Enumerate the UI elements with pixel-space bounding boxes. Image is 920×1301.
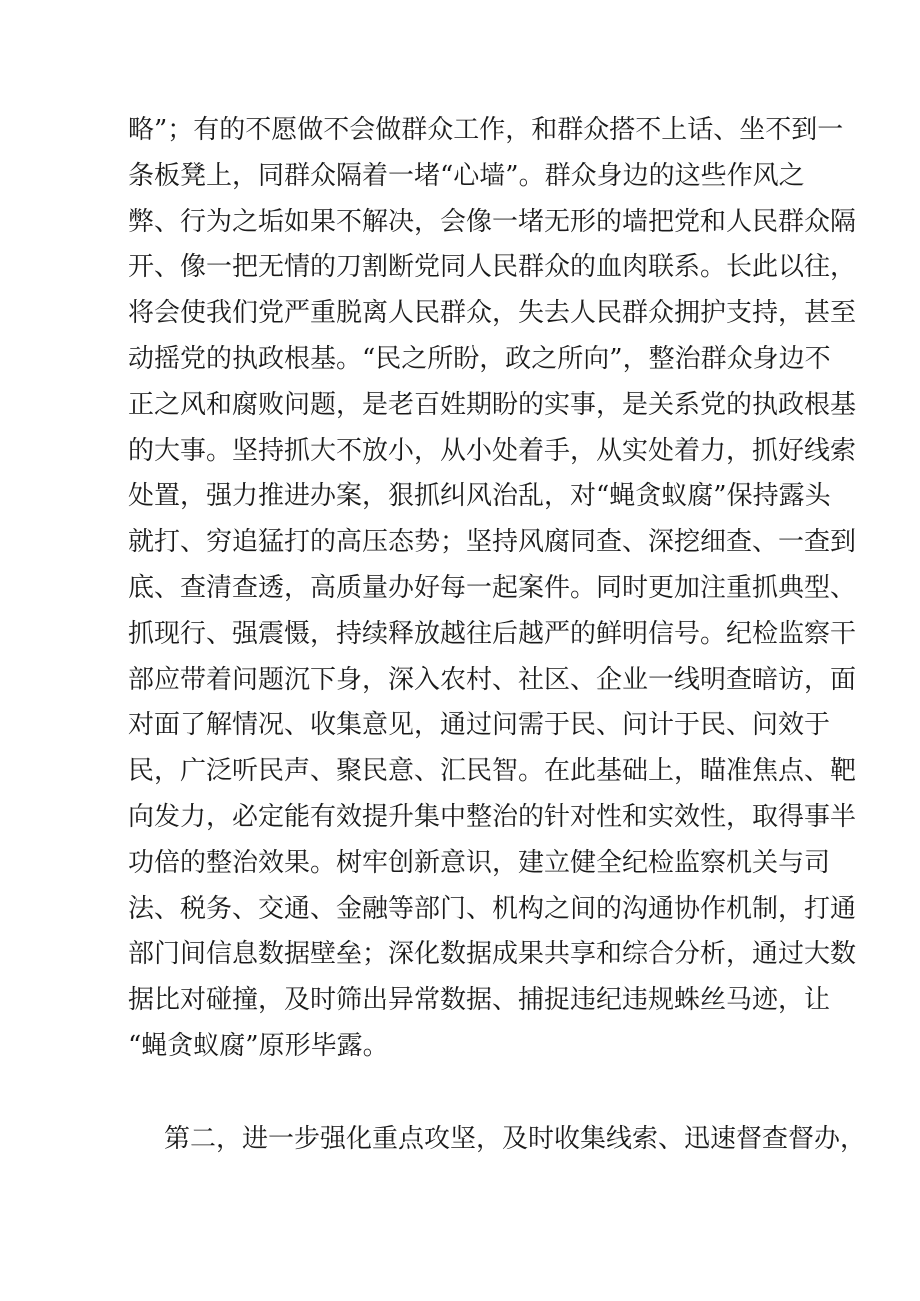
paragraph-line: 功倍的整治效果。树牢创新意识，建立健全纪检监察机关与司 <box>128 847 831 878</box>
paragraph-line: 就打、穷追猛打的高压态势；坚持风腐同查、深挖细查、一查到 <box>128 527 857 558</box>
paragraph-line: 动摇党的执政根基。“民之所盼，政之所向”，整治群众身边不 <box>128 343 831 374</box>
body-paragraph <box>128 108 857 1070</box>
paragraph-line: 第二，进一步强化重点攻坚，及时收集线索、迅速督查督办， <box>164 1124 867 1154</box>
paragraph-line: 部应带着问题沉下身，深入农村、社区、企业一线明查暗访，面 <box>128 664 857 695</box>
paragraph-line: 开、像一把无情的刀割断党同人民群众的血肉联系。长此以往， <box>128 252 857 283</box>
paragraph-line: 将会使我们党严重脱离人民群众，失去人民群众拥护支持，甚至 <box>128 298 857 329</box>
body-paragraph <box>128 1117 867 1163</box>
paragraph-line: 民，广泛听民声、聚民意、汇民智。在此基础上，瞄准焦点、靶 <box>128 756 857 787</box>
paragraph-line: 略”；有的不愿做不会做群众工作，和群众搭不上话、坐不到一 <box>128 115 844 145</box>
paragraph-line: 的大事。坚持抓大不放小，从小处着手，从实处着力，抓好线索 <box>128 435 857 466</box>
paragraph-line: “蝇贪蚁腐”原形毕露。 <box>128 1030 389 1061</box>
paragraph-line: 对面了解情况、收集意见，通过问需于民、问计于民、问效于 <box>128 710 831 741</box>
paragraph-line: 据比对碰撞，及时筛出异常数据、捕捉违纪违规蛛丝马迹，让 <box>128 985 831 1016</box>
paragraph-line: 抓现行、强震慑，持续释放越往后越严的鲜明信号。纪检监察干 <box>128 618 857 649</box>
paragraph-line: 向发力，必定能有效提升集中整治的针对性和实效性，取得事半 <box>128 801 857 832</box>
paragraph-line: 法、税务、交通、金融等部门、机构之间的沟通协作机制，打通 <box>128 893 857 924</box>
paragraph-line: 条板凳上，同群众隔着一堵“心墙”。群众身边的这些作风之 <box>128 160 805 191</box>
paragraph-line: 正之风和腐败问题，是老百姓期盼的实事，是关系党的执政根基 <box>128 389 857 420</box>
paragraph-line: 部门间信息数据壁垒；深化数据成果共享和综合分析，通过大数 <box>128 939 857 970</box>
paragraph-line: 弊、行为之垢如果不解决，会像一堵无形的墙把党和人民群众隔 <box>128 206 857 237</box>
paragraph-line: 处置，强力推进办案，狠抓纠风治乱，对“蝇贪蚁腐”保持露头 <box>128 481 831 512</box>
paragraph-line: 底、查清查透，高质量办好每一起案件。同时更加注重抓典型、 <box>128 572 857 603</box>
